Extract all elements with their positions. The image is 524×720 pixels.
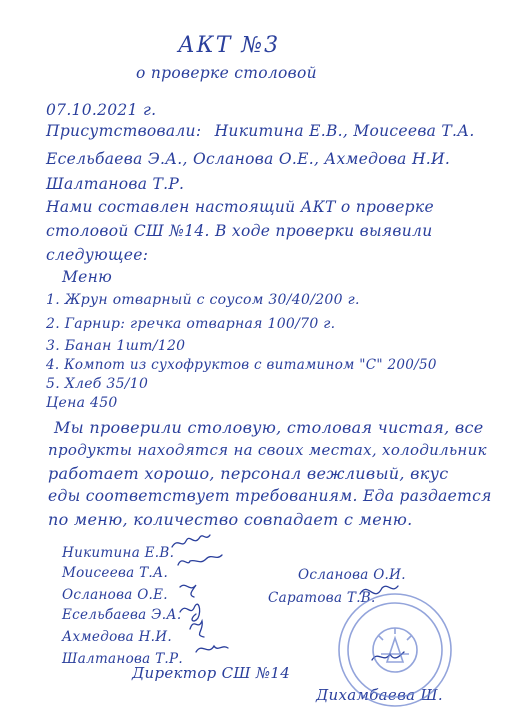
menu-price: Цена 450 <box>46 395 118 411</box>
document-date: 07.10.2021 г. <box>46 101 157 119</box>
document-title: АКТ №3 <box>178 33 281 58</box>
body-text-1: Нами составлен настоящий АКТ о проверке <box>46 198 434 216</box>
present-names-1: Никитина Е.В., Моисеева Т.А. <box>214 122 475 140</box>
director-label: Директор СШ №14 <box>132 664 291 682</box>
signature-name: Осланова О.Е. <box>62 587 168 603</box>
menu-item: 5. Хлеб 35/10 <box>46 376 149 392</box>
extra-signature-name: Саратова Т.В. <box>268 590 376 606</box>
body-text-3: следующее: <box>46 246 149 264</box>
official-seal-stamp <box>335 590 455 710</box>
present-names-2: Есельбаева Э.А., Осланова О.Е., Ахмедова Н.И. <box>46 150 451 168</box>
conclusion-text-4: еды соответствует требованиям. Еда раздается <box>48 487 492 505</box>
conclusion-text-3: работает хорошо, персонал вежливый, вкус <box>48 464 449 483</box>
signature-name: Никитина Е.В. <box>62 545 175 561</box>
menu-label: Меню <box>62 268 113 286</box>
body-text-2: столовой СШ №14. В ходе проверки выявили <box>46 222 433 240</box>
extra-signature-name: Осланова О.И. <box>298 567 406 583</box>
signature-name: Есельбаева Э.А. <box>62 607 182 623</box>
menu-item: 4. Компот из сухофруктов с витамином "С" 200/50 <box>46 357 437 373</box>
menu-item: 3. Банан 1шт/120 <box>46 338 186 354</box>
director-name: Дихамбаева Ш. <box>316 686 443 704</box>
signature-name: Шалтанова Т.Р. <box>62 651 183 667</box>
present-names-3: Шалтанова Т.Р. <box>46 175 185 193</box>
conclusion-text-2: продукты находятся на своих местах, холодильник <box>48 441 487 459</box>
signature-name: Ахмедова Н.И. <box>62 629 172 645</box>
conclusion-text-1: Мы проверили столовую, столовая чистая, все <box>54 418 484 437</box>
conclusion-text-5: по меню, количество совпадает с меню. <box>48 510 413 529</box>
menu-item: 2. Гарнир: гречка отварная 100/70 г. <box>46 316 336 332</box>
present-label-text: Присутствовали: <box>46 122 202 140</box>
document-subtitle: о проверке столовой <box>136 64 317 82</box>
menu-item: 1. Жрун отварный с соусом 30/40/200 г. <box>46 292 360 308</box>
signature-name: Моисеева Т.А. <box>62 565 169 581</box>
